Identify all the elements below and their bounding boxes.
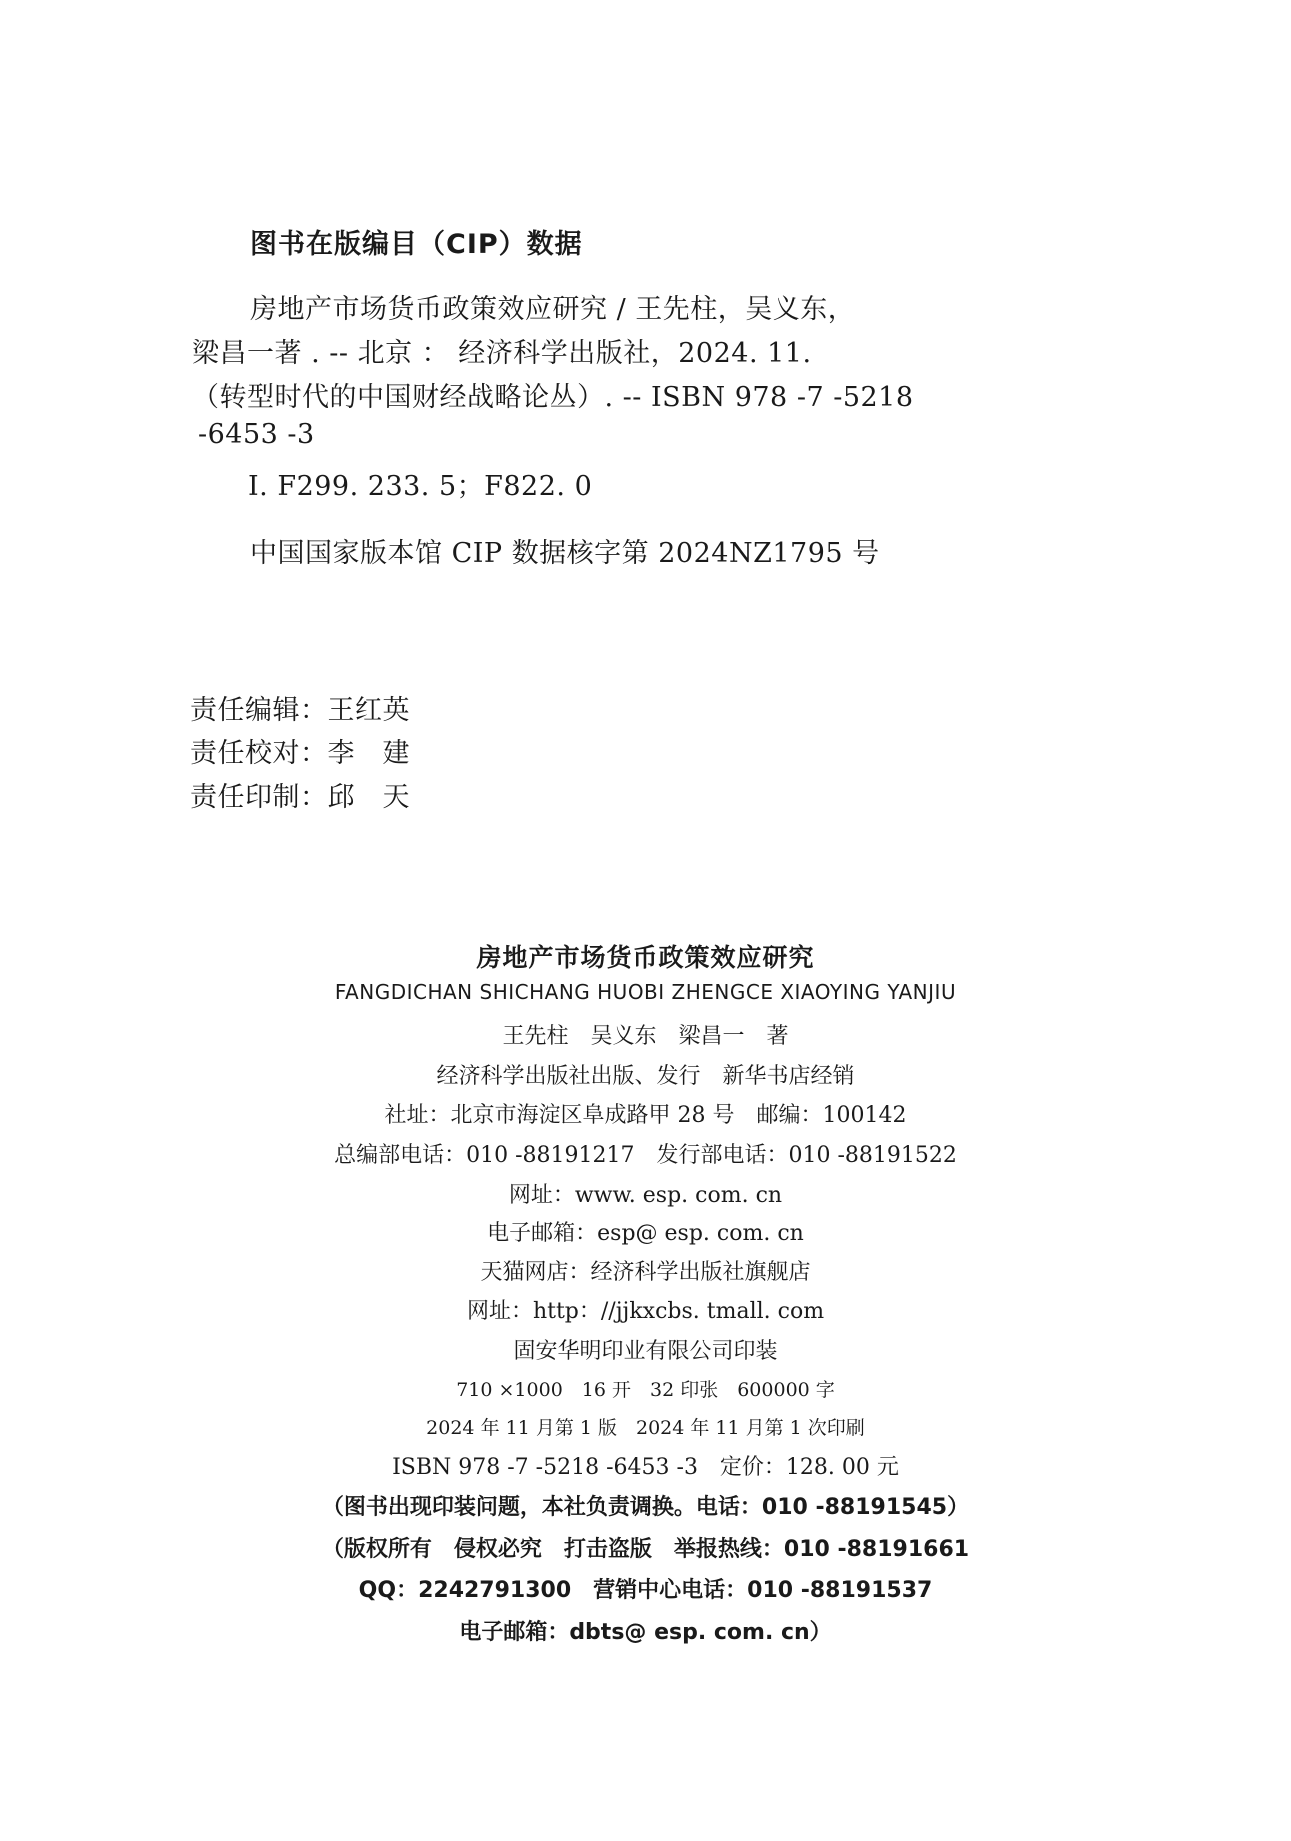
- cip-line-isbn-cont: -6453 -3: [198, 419, 315, 450]
- colophon-tmall-url: 网址：http：//jjkxcbs. tmall. com: [466, 1299, 825, 1324]
- cip-line-classification: Ⅰ. F299. 233. 5；F822. 0: [248, 471, 593, 502]
- colophon-format: 710 ×1000 16 开 32 印张 600000 字: [456, 1379, 835, 1401]
- colophon-printer: 固安华明印业有限公司印装: [513, 1339, 778, 1364]
- colophon-notice-quality: （图书出现印装问题，本社负责调换。电话：010 -88191545）: [321, 1495, 970, 1520]
- colophon-isbn-price: ISBN 978 -7 -5218 -6453 -3 定价：128. 00 元: [392, 1455, 899, 1480]
- cip-line-series-isbn: （转型时代的中国财经战略论丛）. -- ISBN 978 -7 -5218: [192, 382, 914, 413]
- staff-proofreader: 责任校对：李 建: [190, 738, 410, 769]
- colophon-notice-contact: QQ：2242791300 营销中心电话：010 -88191537: [358, 1578, 933, 1603]
- staff-printing: 责任印制：邱 天: [190, 782, 410, 813]
- colophon-edition: 2024 年 11 月第 1 版 2024 年 11 月第 1 次印刷: [426, 1417, 865, 1439]
- colophon-tmall-shop: 天猫网店：经济科学出版社旗舰店: [480, 1260, 811, 1285]
- colophon-website: 网址：www. esp. com. cn: [508, 1183, 783, 1208]
- colophon-title: 房地产市场货币政策效应研究: [476, 943, 815, 972]
- cip-heading: 图书在版编目（CIP）数据: [250, 229, 583, 260]
- cip-line-record-number: 中国国家版本馆 CIP 数据核字第 2024NZ1795 号: [250, 538, 880, 569]
- colophon-publisher: 经济科学出版社出版、发行 新华书店经销: [436, 1064, 855, 1089]
- colophon-notice-email: 电子邮箱：dbts@ esp. com. cn）: [459, 1620, 832, 1645]
- colophon-address: 社址：北京市海淀区阜成路甲 28 号 邮编：100142: [384, 1103, 907, 1128]
- colophon-notice-copyright: （版权所有 侵权必究 打击盗版 举报热线：010 -88191661: [321, 1537, 970, 1562]
- colophon-authors: 王先柱 吴义东 梁昌一 著: [502, 1024, 789, 1049]
- colophon-email: 电子邮箱：esp@ esp. com. cn: [487, 1221, 804, 1246]
- colophon-pinyin: FANGDICHAN SHICHANG HUOBI ZHENGCE XIAOYING YANJIU: [334, 980, 957, 1004]
- staff-editor: 责任编辑：王红英: [190, 695, 410, 726]
- colophon-phones: 总编部电话：010 -88191217 发行部电话：010 -88191522: [334, 1143, 957, 1168]
- cip-line-title: 房地产市场货币政策效应研究 / 王先柱，吴义东，: [250, 294, 856, 325]
- cip-line-publication: 梁昌一著 . -- 北京 ： 经济科学出版社，2024. 11.: [192, 338, 812, 369]
